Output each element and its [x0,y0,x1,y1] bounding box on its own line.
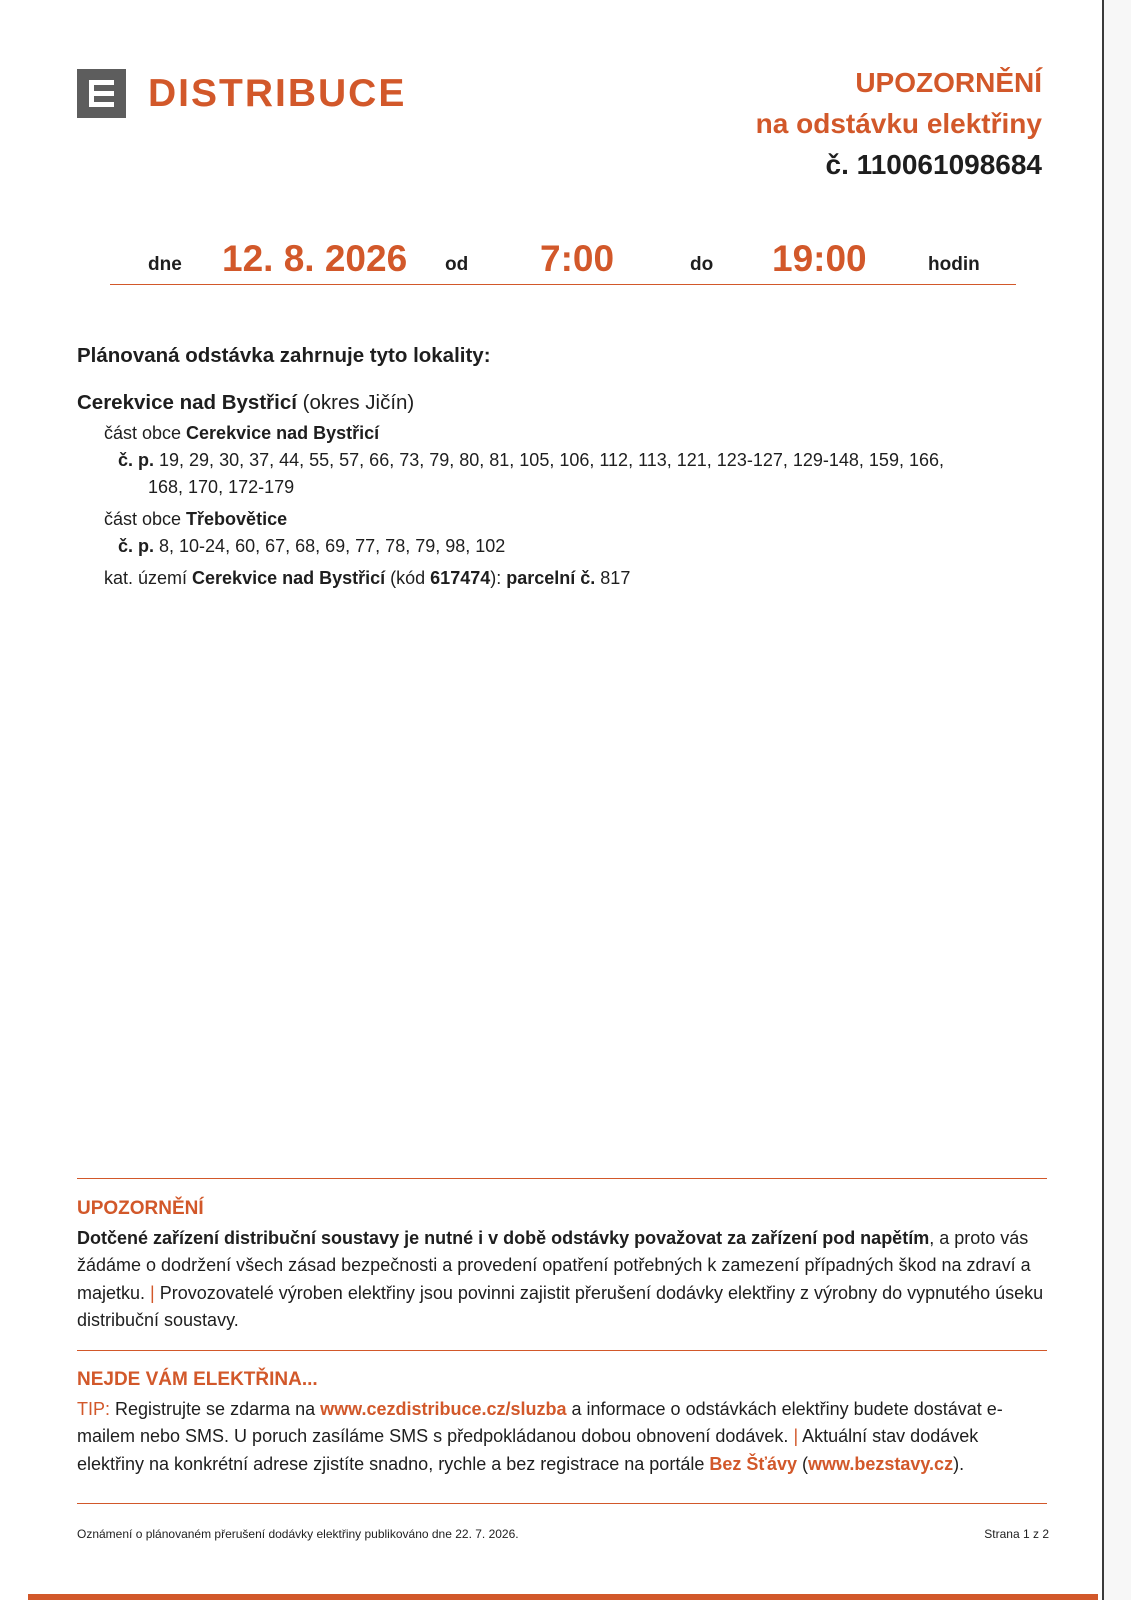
page-number: Strana 1 z 2 [984,1527,1049,1541]
tip-label: TIP: [77,1398,111,1419]
notice-number: č. 110061098684 [825,149,1042,180]
cadastral-code: 617474 [430,568,491,588]
no-power-text-1: Registrujte se zdarma na [110,1398,321,1419]
parcel-number: 817 [595,568,631,588]
part-prefix: část obce [104,423,187,443]
affected-locations [77,342,1037,592]
part-of-municipality-1 [104,420,1037,447]
scan-page-edge [1102,0,1131,1600]
portal-name: Bez Šťávy [709,1453,798,1474]
time-to: 19:00 [772,238,867,279]
cadastral-area [104,565,1037,592]
house-numbers-line1: 19, 29, 30, 37, 44, 55, 57, 66, 73, 79, 80, 81, 105, 106, 112, 113, 121, 123-127, 129-148, 159, 166, [154,450,944,470]
from-label: od [445,254,469,275]
divider [77,1503,1047,1504]
bottom-accent-bar [28,1594,1098,1600]
no-power-heading: NEJDE VÁM ELEKTŘINA... [77,1369,318,1390]
no-power-text [77,1396,1047,1479]
divider [77,1178,1047,1179]
part-name: Třebovětice [186,509,288,529]
registration-link[interactable]: www.cezdistribuce.cz/sluzba [320,1398,567,1419]
date-label: dne [148,254,182,275]
locations-heading: Plánovaná odstávka zahrnuje tyto lokality: [77,344,491,367]
outage-date: 12. 8. 2026 [222,238,408,279]
house-numbers-2 [118,533,1037,560]
code-prefix: (kód [385,568,431,588]
parcel-label: parcelní č. [506,568,596,588]
cadastral-name: Cerekvice nad Bystřicí [192,568,386,588]
to-label: do [690,254,714,275]
hours-label: hodin [928,254,980,275]
part-prefix: část obce [104,509,187,529]
outage-schedule [110,236,1016,285]
warning-text-1: , a proto vás žádáme o dodržení všech zásad bezpečnosti a provedení opatření potřebných k zamezení případných škod na zdraví a majetku. [77,1227,1031,1303]
warning-text [77,1225,1047,1335]
no-power-text-4: ( [797,1453,809,1474]
divider [77,1350,1047,1351]
municipality-name: Cerekvice nad Bystřicí [77,391,297,414]
municipality-district: (okres Jičín) [296,391,415,414]
brand-name: DISTRIBUCE [148,72,407,115]
brand-logo [77,69,406,118]
part-of-municipality-2 [104,506,1037,533]
separator: | [793,1426,799,1446]
title-line-1: UPOZORNĚNÍ [855,67,1042,98]
no-power-text-2: a informace o odstávkách elektřiny budete dostávat e-mailem nebo SMS. U poruch zasíláme SMS s předpokládanou dobou obnovení dodávek. [77,1398,1003,1446]
time-from: 7:00 [540,238,615,279]
part-name: Cerekvice nad Bystřicí [186,423,380,443]
separator: | [150,1282,155,1303]
house-numbers-line1: 8, 10-24, 60, 67, 68, 69, 77, 78, 79, 98, 102 [154,536,506,556]
no-power-info [77,1366,1047,1478]
bezstavy-link[interactable]: www.bezstavy.cz [808,1453,954,1474]
house-numbers-line2: 168, 170, 172-179 [148,477,295,497]
warning-text-2: Provozovatelé výroben elektřiny jsou povinni zajistit přerušení dodávky elektřiny z výrobny do vypnutého úseku distribuční soustavy. [77,1282,1044,1330]
cp-label: č. p. [118,536,155,556]
warning-heading: UPOZORNĚNÍ [77,1198,204,1219]
publication-note: Oznámení o plánovaném přerušení dodávky elektřiny publikováno dne 22. 7. 2026. [77,1527,519,1541]
no-power-text-5: ). [953,1453,965,1474]
warning-bold: Dotčené zařízení distribuční soustavy je nutné i v době odstávky považovat za zařízení pod napětím [77,1227,930,1248]
title-line-2: na odstávku elektřiny [755,108,1042,139]
house-numbers-1 [118,447,1037,501]
no-power-text-3: Aktuální stav dodávek elektřiny na konkrétní adrese zjistíte snadno, rychle a bez registrace na portále [77,1426,979,1474]
code-suffix: ): [490,568,507,588]
cez-logo-icon [77,69,126,118]
cadastral-prefix: kat. území [104,568,193,588]
safety-warning [77,1195,1047,1335]
notice-title [756,62,1042,185]
cp-label: č. p. [118,450,155,470]
municipality [77,389,1037,416]
